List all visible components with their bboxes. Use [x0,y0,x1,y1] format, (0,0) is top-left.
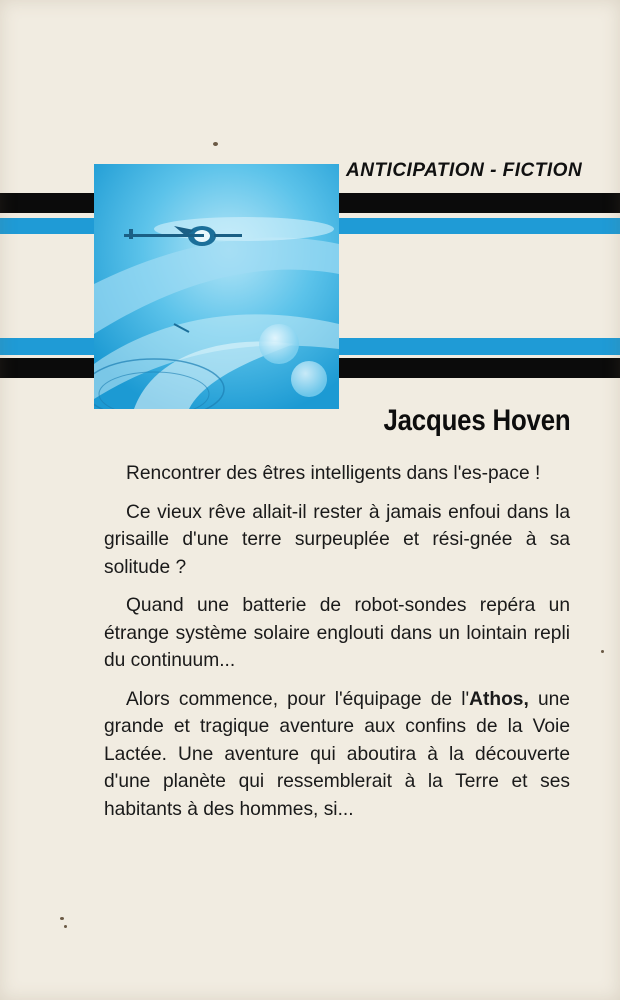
cover-illustration [94,164,339,409]
blurb-p4-end: une grande et tragique aventure aux confins de la Voie Lactée. Une aventure qui aboutira à la découverte d'une planète qui ressemblerait à la Terre et ses habitants à des hommes, si... [104,688,570,820]
ship-name-athos: Athos, [469,688,529,710]
blurb-paragraph-3: Quand une batterie de robot-sondes repéra un étrange système solaire englouti dans un lointain repli du continuum... [104,595,570,671]
spaceship-illustration [94,164,339,409]
series-label: ANTICIPATION - FICTION [346,160,583,181]
blurb-paragraph-4 [104,686,570,824]
blurb-p4-start: Alors commence, pour l'équipage de l' [126,688,470,710]
author-name: Jacques Hoven [382,404,570,437]
blurb-paragraph-1: Rencontrer des êtres intelligents dans l'es-pace ! [126,463,541,484]
back-cover-blurb [104,460,570,834]
paper-speck [601,650,604,653]
paper-speck [60,917,64,920]
blurb-paragraph-2: Ce vieux rêve allait-il rester à jamais enfoui dans la grisaille d'une terre surpeuplée et rési-gnée à sa solitude ? [104,501,570,578]
paper-speck [213,142,218,146]
paper-speck [64,925,67,928]
